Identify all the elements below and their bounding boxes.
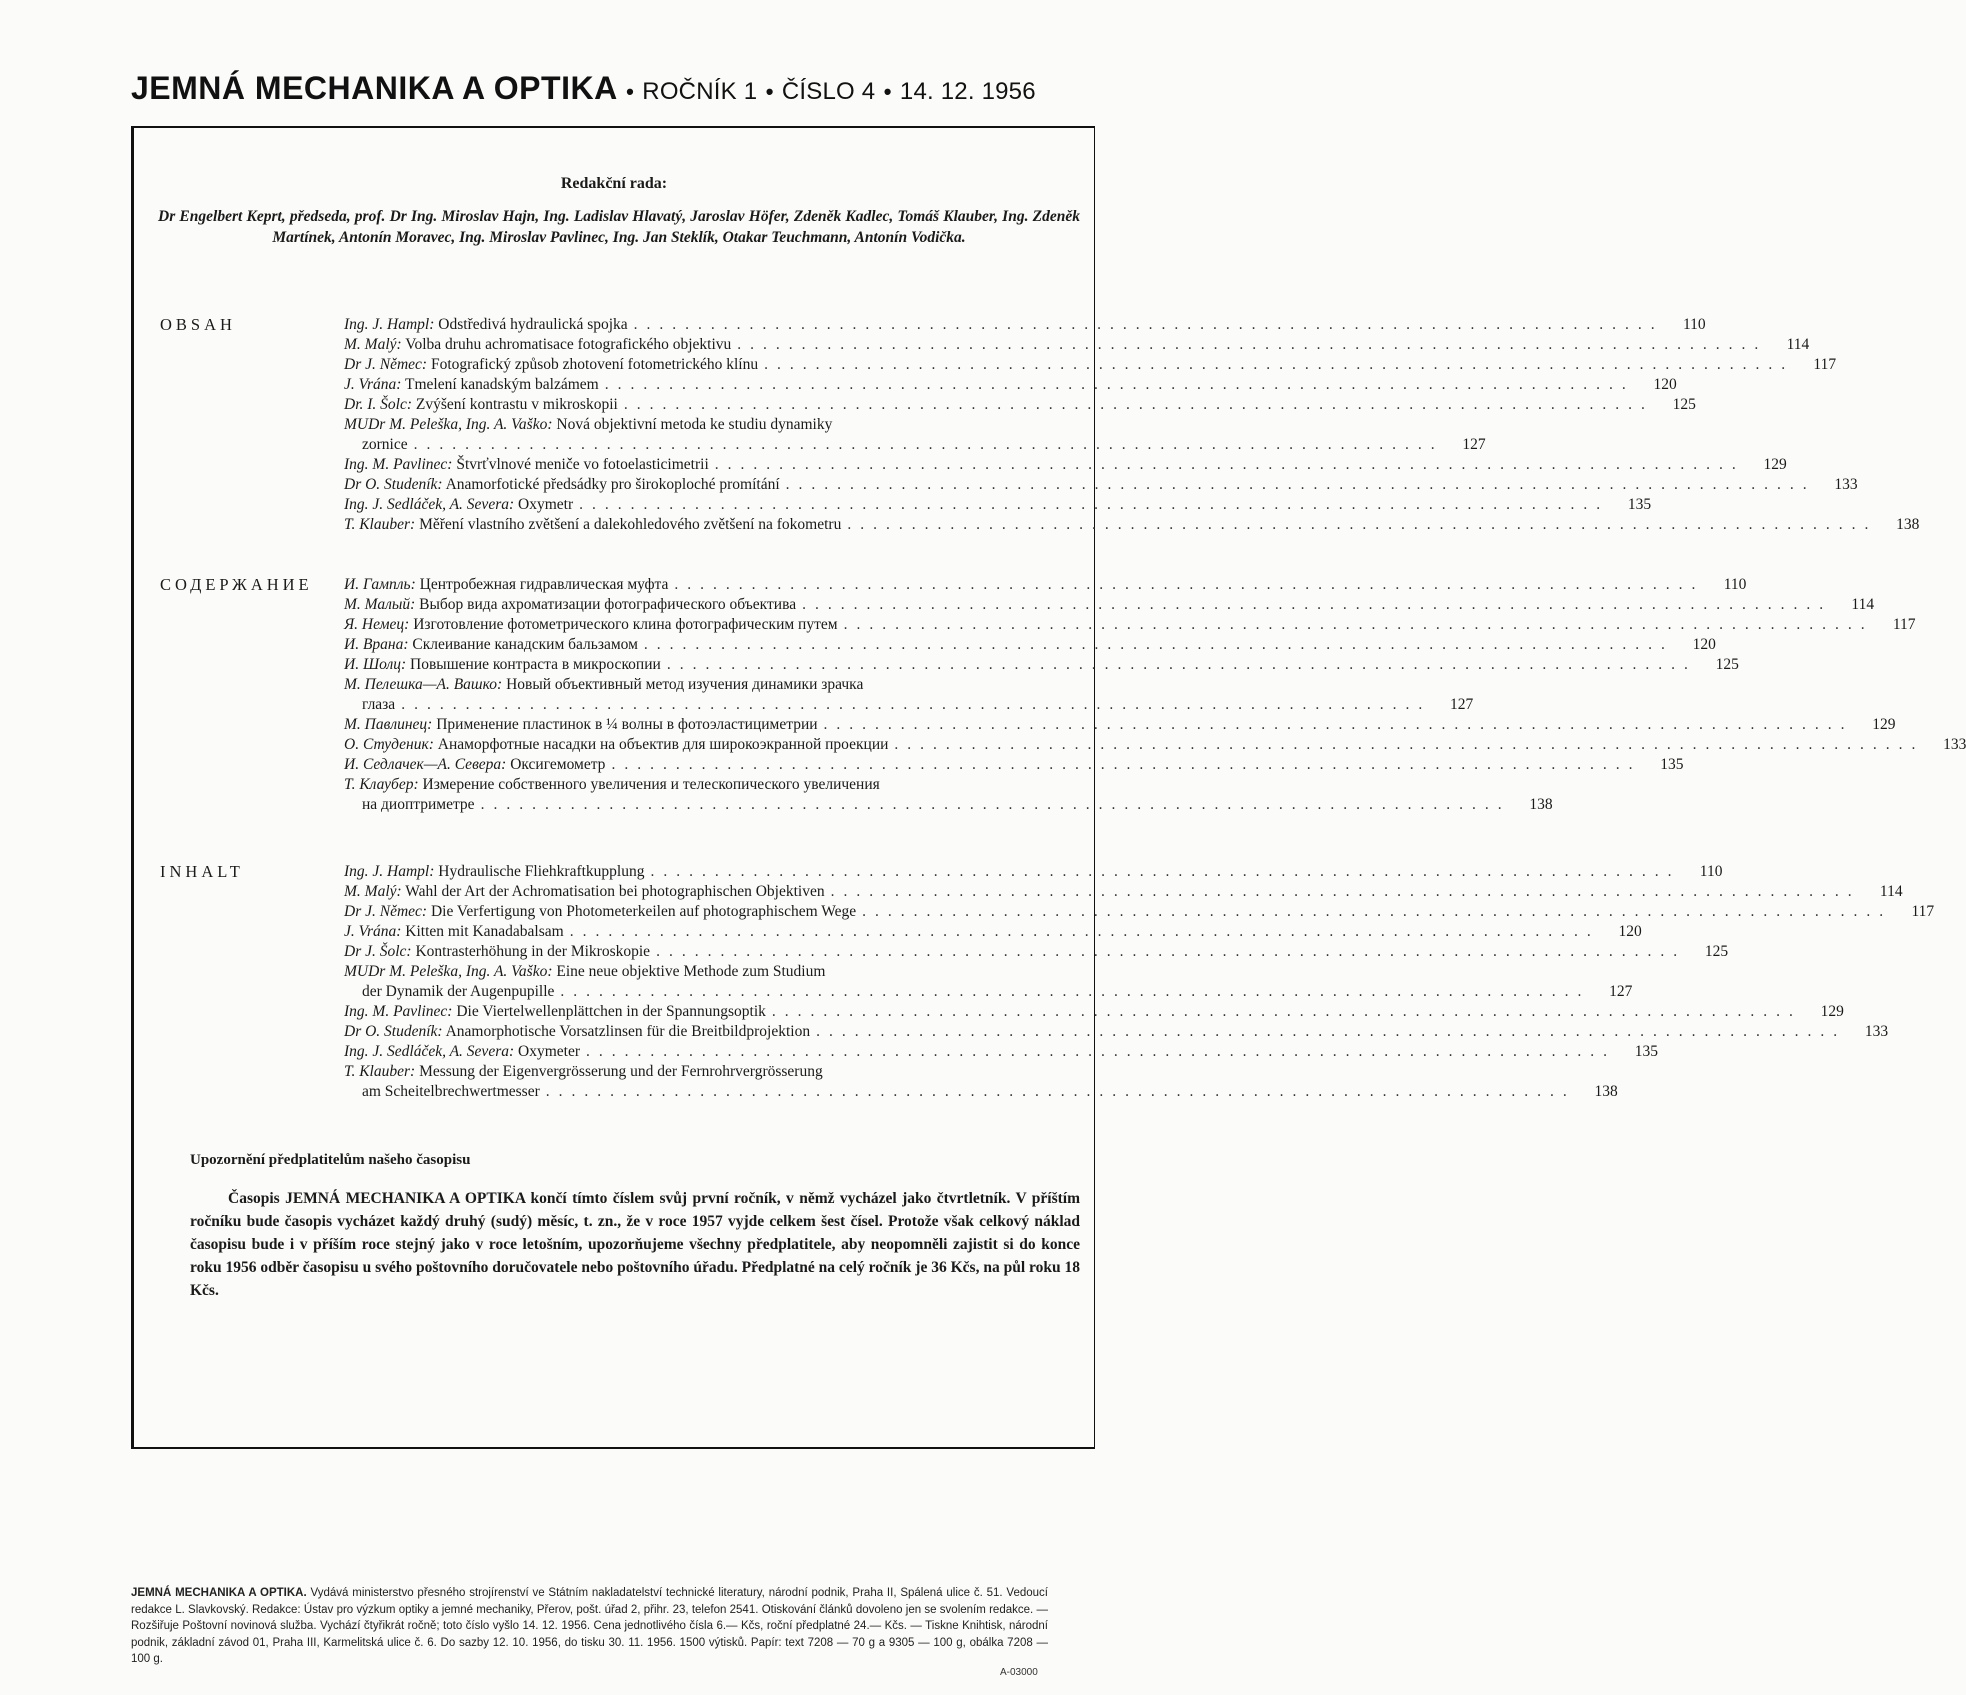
entry-title: Oxymeter — [518, 1043, 580, 1060]
toc-entry — [344, 595, 1875, 615]
separator-dot: • — [883, 79, 892, 104]
journal-title: JEMNÁ MECHANIKA A OPTIKA — [131, 70, 618, 106]
dot-leader: ................................................................................ — [545, 1083, 1576, 1100]
dot-leader: ................................................................................ — [401, 696, 1432, 713]
entry-page: 120 — [1653, 376, 1677, 393]
entry-title: Messung der Eigenvergrösserung und der Fernrohrvergrösserung — [419, 1063, 823, 1080]
entry-title: Anamorphotische Vorsatzlinsen für die Breitbildprojektion — [445, 1023, 811, 1040]
toc-entry — [344, 1042, 1658, 1062]
toc-entry — [344, 902, 1935, 922]
entry-title: Новый объективный метод изучения динамики зрачка — [506, 676, 864, 693]
imprint-title: JEMNÁ MECHANIKA A OPTIKA. — [131, 1587, 307, 1599]
dot-leader: ................................................................................ — [785, 476, 1816, 493]
entry-title-continued: am Scheitelbrechwertmesser — [362, 1083, 540, 1100]
toc-entry — [344, 315, 1706, 335]
entry-title: Anamorfotické předsádky pro širokoploché promítání — [445, 476, 780, 493]
toc-entry — [344, 1062, 1618, 1102]
entry-page: 138 — [1896, 516, 1920, 533]
separator-dot: • — [765, 79, 774, 104]
issue-date: 14. 12. 1956 — [899, 78, 1036, 105]
entry-author: Dr. I. Šolc: — [344, 396, 413, 413]
entry-title-continued: der Dynamik der Augenpupille — [362, 983, 555, 1000]
entry-author: Dr J. Šolc: — [344, 943, 412, 960]
section-label: OBSAH — [160, 315, 236, 334]
section-label: INHALT — [160, 862, 244, 881]
dot-leader: ................................................................................ — [604, 376, 1635, 393]
entry-page: 133 — [1834, 476, 1858, 493]
entry-title: Kitten mit Kanadabalsam — [405, 923, 564, 940]
entry-page: 125 — [1715, 656, 1739, 673]
entry-author: M. Malý: — [344, 883, 402, 900]
dot-leader: ................................................................................ — [413, 436, 1444, 453]
toc-entry — [344, 415, 1486, 455]
dot-leader: ................................................................................ — [480, 796, 1511, 813]
dot-leader: ................................................................................ — [560, 983, 1591, 1000]
entry-author: M. Malý: — [344, 336, 402, 353]
entry-page: 125 — [1672, 396, 1696, 413]
entry-page: 110 — [1699, 863, 1723, 880]
toc-entry — [344, 655, 1739, 675]
section-label: СОДЕРЖАНИЕ — [160, 575, 313, 594]
entry-author: Dr J. Němec: — [344, 356, 428, 373]
masthead — [131, 70, 1121, 116]
toc-entry — [344, 942, 1729, 962]
entry-page: 135 — [1627, 496, 1652, 513]
entry-title: Повышение контраста в микроскопии — [410, 656, 661, 673]
toc-entry — [344, 735, 1966, 755]
content-frame — [131, 126, 1966, 1449]
entry-title: Центробежная гидравлическая муфта — [419, 576, 669, 593]
entry-author: T. Klauber: — [344, 1063, 416, 1080]
issue-number: ČÍSLO 4 — [781, 78, 876, 105]
entry-title-continued: на диоптриметре — [362, 796, 475, 813]
dot-leader: ................................................................................ — [666, 656, 1697, 673]
entry-page: 127 — [1609, 983, 1633, 1000]
entry-page: 138 — [1529, 796, 1553, 813]
toc-entry — [344, 515, 1920, 535]
entry-title: Hydraulische Fliehkraftkupplung — [438, 863, 645, 880]
dot-leader: ................................................................................ — [830, 883, 1861, 900]
toc-entry — [344, 1022, 1889, 1042]
entry-title: Kontrasterhöhung in der Mikroskopie — [415, 943, 651, 960]
toc-entry — [344, 675, 1474, 715]
entry-author: И. Врана: — [344, 636, 409, 653]
dot-leader: ................................................................................ — [802, 596, 1833, 613]
entry-title-continued: глаза — [362, 696, 396, 713]
entry-author: T. Klauber: — [344, 516, 416, 533]
entry-title: Die Viertelwellenplättchen in der Spannungsoptik — [456, 1003, 766, 1020]
toc-entry — [344, 495, 1652, 515]
entry-author: М. Павлинец: — [344, 716, 433, 733]
dot-leader: ................................................................................ — [764, 356, 1795, 373]
toc-entry — [344, 862, 1723, 882]
toc-entry — [344, 395, 1696, 415]
separator-dot: • — [626, 79, 634, 104]
entry-author: М. Пелешка—А. Вашко: — [344, 676, 503, 693]
toc-entry — [344, 355, 1837, 375]
print-code: A-03000 — [1000, 1667, 1038, 1678]
dot-leader: ................................................................................ — [847, 516, 1878, 533]
toc-list — [344, 315, 1920, 535]
entry-title: Склеивание канадским бальзамом — [412, 636, 638, 653]
dot-leader: ................................................................................ — [656, 943, 1687, 960]
toc-entry — [344, 615, 1916, 635]
toc-entry — [344, 575, 1747, 595]
entry-author: Dr O. Studeník: — [344, 1023, 443, 1040]
entry-page: 129 — [1820, 1003, 1844, 1020]
toc-entry — [344, 962, 1633, 1002]
entry-page: 114 — [1786, 336, 1810, 353]
toc-entry — [344, 455, 1787, 475]
entry-author: И. Шолц: — [344, 656, 407, 673]
entry-author: Ing. M. Pavlinec: — [344, 1003, 453, 1020]
entry-author: Ing. J. Sedláček, A. Severa: — [344, 1043, 515, 1060]
dot-leader: ................................................................................ — [674, 576, 1705, 593]
entry-title: Применение пластинок в ¼ волны в фотоэластициметрии — [436, 716, 818, 733]
entry-page: 133 — [1943, 736, 1966, 753]
entry-title-continued: zornice — [362, 436, 408, 453]
toc-entry — [344, 475, 1858, 495]
entry-title: Изготовление фотометрического клина фотографическим путем — [413, 616, 838, 633]
entry-page: 114 — [1851, 596, 1875, 613]
entry-title: Odstředivá hydraulická spojka — [438, 316, 628, 333]
dot-leader: ................................................................................ — [650, 863, 1681, 880]
dot-leader: ................................................................................ — [816, 1023, 1847, 1040]
dot-leader: ................................................................................ — [823, 716, 1854, 733]
dot-leader: ................................................................................ — [771, 1003, 1802, 1020]
imprint-body: Vydává ministerstvo přesného strojírenství ve Státním nakladatelství technické literatury, národní podnik, Praha II, Spálená ulice č. 51. Vedoucí redakce L. Slavkovský. Redakce: Ústav pro výzkum optiky a jemné mechaniky, Přerov, pošt. úřad 2, přihr. 23, telefon 2541. Otiskování článků dovoleno jen se svolením redakce. — Rozšiřuje Poštovní novinová služba. Vychází čtyřikrát ročně; toto číslo vyšlo 14. 12. 1956. Cena jednotlivého čísla 6.— Kčs, roční předplatné 24.— Kčs. — Tiskne Knihtisk, národní podnik, základní závod 01, Praha III, Karmelitská ulice č. 6. Do sazby 12. 10. 1956, do tisku 30. 11. 1956. 1500 výtisků. Papír: text 7208 — 70 g a 9305 — 100 g, obálka 7208 — 100 g. — [131, 1587, 1048, 1665]
entry-title: Volba druhu achromatisace fotografického objektivu — [405, 336, 732, 353]
entry-title: Анаморфотные насадки на объектив для широкоэкранной проекции — [437, 736, 889, 753]
entry-title: Измерение собственного увеличения и телескопического увеличения — [422, 776, 880, 793]
entry-page: 138 — [1594, 1083, 1618, 1100]
dot-leader: ................................................................................ — [623, 396, 1654, 413]
subscriber-notice — [190, 1152, 1080, 1302]
dot-leader: ................................................................................ — [894, 736, 1925, 753]
entry-page: 127 — [1462, 436, 1486, 453]
entry-page: 117 — [1813, 356, 1837, 373]
notice-body: Časopis JEMNÁ MECHANIKA A OPTIKA končí tímto číslem svůj první ročník, v němž vycházel jako čtvrtletník. V příštím ročníku bude časopis vycházet každý druhý (sudý) měsíc, t. zn., že v roce 1957 vyjde celkem šest čísel. Protože však celkový náklad časopisu bude i v příším roce stejný jako v roce letošním, upozorňujeme všechny předplatitele, aby neopomněli zajistit si do konce roku 1956 odběr časopisu u svého poštovního doručovatele nebo poštovního úřadu. Předplatné na celý ročník je 36 Kčs, na půl roku 18 Kčs. — [190, 1190, 1080, 1299]
entry-page: 129 — [1763, 456, 1787, 473]
dot-leader: ................................................................................ — [862, 903, 1893, 920]
entry-author: Т. Клаубер: — [344, 776, 419, 793]
entry-author: Ing. M. Pavlinec: — [344, 456, 453, 473]
entry-author: Я. Немец: — [344, 616, 410, 633]
entry-title: Eine neue objektive Methode zum Studium — [556, 963, 826, 980]
entry-page: 110 — [1682, 316, 1706, 333]
toc-entry — [344, 775, 1553, 815]
toc-entry — [344, 715, 1896, 735]
editorial-board-title: Redakční rada: — [560, 175, 668, 192]
entry-title: Выбор вида ахроматизации фотографического объектива — [419, 596, 797, 613]
entry-title: Měření vlastního zvětšení a dalekohledového zvětšení na fokometru — [419, 516, 842, 533]
notice-title: Upozornění předplatitelům našeho časopisu — [190, 1152, 471, 1168]
entry-title: Wahl der Art der Achromatisation bei photographischen Objektiven — [405, 883, 825, 900]
volume: ROČNÍK 1 — [642, 78, 758, 105]
toc-entry — [344, 335, 1810, 355]
entry-title: Oxymetr — [518, 496, 574, 513]
entry-title: Tmelení kanadským balzámem — [405, 376, 599, 393]
entry-page: 129 — [1872, 716, 1896, 733]
entry-author: Ing. J. Hampl: — [344, 863, 435, 880]
dot-leader: ................................................................................ — [579, 496, 1610, 513]
entry-author: М. Малый: — [344, 596, 416, 613]
entry-page: 117 — [1911, 903, 1935, 920]
entry-title: Die Verfertigung von Photometerkeilen auf photographischem Wege — [430, 903, 857, 920]
entry-page: 125 — [1704, 943, 1729, 960]
toc-list — [344, 575, 1966, 815]
toc-list — [344, 862, 1935, 1102]
entry-page: 127 — [1449, 696, 1474, 713]
dot-leader: ................................................................................ — [569, 923, 1600, 940]
dot-leader: ................................................................................ — [586, 1043, 1616, 1060]
entry-author: О. Студеник: — [344, 736, 434, 753]
dot-leader: ................................................................................ — [611, 756, 1642, 773]
toc-entry — [344, 882, 1903, 902]
dot-leader: ................................................................................ — [737, 336, 1768, 353]
toc-entry — [344, 1002, 1844, 1022]
entry-author: J. Vrána: — [344, 923, 402, 940]
toc-entry — [344, 755, 1684, 775]
entry-author: И. Гампль: — [344, 576, 416, 593]
toc-entry — [344, 375, 1677, 395]
dot-leader: ................................................................................ — [714, 456, 1745, 473]
entry-page: 114 — [1879, 883, 1903, 900]
entry-author: Ing. J. Hampl: — [344, 316, 435, 333]
entry-author: Dr O. Studeník: — [344, 476, 443, 493]
entry-author: J. Vrána: — [344, 376, 402, 393]
entry-title: Štvrťvlnové meniče vo fotoelasticimetrii — [456, 456, 709, 473]
entry-author: И. Седлачек—А. Севера: — [344, 756, 507, 773]
entry-title: Nová objektivní metoda ke studiu dynamiky — [556, 416, 833, 433]
dot-leader: ................................................................................ — [843, 616, 1874, 633]
entry-title: Zvýšení kontrastu v mikroskopii — [415, 396, 618, 413]
entry-title: Fotografický způsob zhotovení fotometrického klínu — [430, 356, 759, 373]
entry-author: MUDr M. Peleška, Ing. A. Vaško: — [344, 963, 553, 980]
entry-page: 135 — [1634, 1043, 1658, 1060]
toc-entry — [344, 635, 1716, 655]
entry-author: MUDr M. Peleška, Ing. A. Vaško: — [344, 416, 553, 433]
editorial-board-members: Dr Engelbert Keprt, předseda, prof. Dr Ing. Miroslav Hajn, Ing. Ladislav Hlavatý, Jaroslav Höfer, Zdeněk Kadlec, Tomáš Klauber, Ing. Zdeněk Martínek, Antonín Moravec, Ing. Miroslav Pavlinec, Ing. Jan Steklík, Otakar Teuchmann, Antonín Vodička. — [158, 208, 1080, 246]
dot-leader: ................................................................................ — [633, 316, 1664, 333]
entry-author: Ing. J. Sedláček, A. Severa: — [344, 496, 515, 513]
entry-page: 135 — [1660, 756, 1684, 773]
dot-leader: ................................................................................ — [643, 636, 1674, 653]
entry-page: 133 — [1864, 1023, 1889, 1040]
toc-entry — [344, 922, 1642, 942]
entry-page: 120 — [1618, 923, 1642, 940]
entry-page: 120 — [1692, 636, 1716, 653]
entry-page: 110 — [1723, 576, 1747, 593]
imprint — [131, 1585, 1048, 1668]
entry-title: Оксигемометр — [510, 756, 606, 773]
entry-page: 117 — [1892, 616, 1916, 633]
entry-author: Dr J. Němec: — [344, 903, 428, 920]
